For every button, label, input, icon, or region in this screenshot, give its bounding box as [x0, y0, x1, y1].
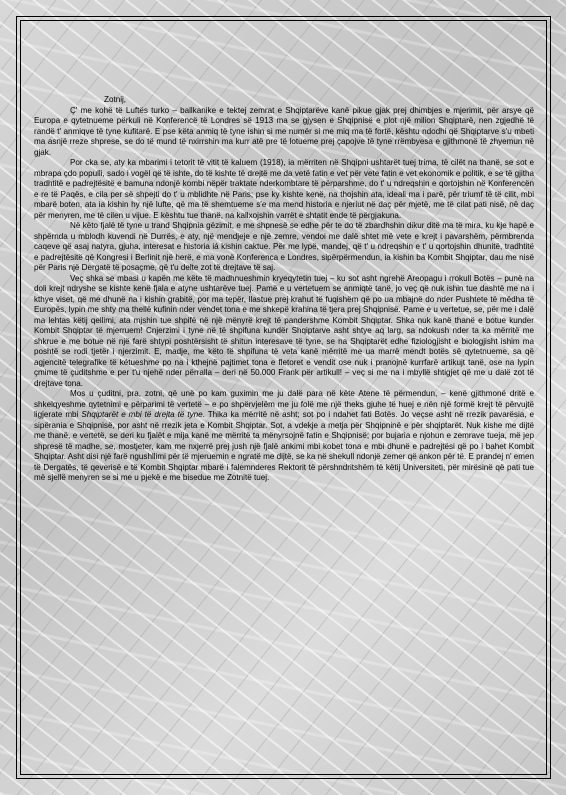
paragraph-text: Veç shka se mbasi u kapën me këte të madhnueshmin kryeqytetin tuej – ku sot asht ngrehë Areopagu i rrokull Botës – punë na doli krejt ndryshe se kishte kenë fjala e atyne ushtarëve tuej. Pamë e u vertetuem se anmiqtë tanë, jo veç që nuk ishin tue dashtë me na i kthye viset, që me dhunë na i kishin grabitë, por ma tepër, llastue prej krahut të fuqishëm që po ua mbajnë do nder Pushtete të mëdha të Europës, lypin me shty ma thellë kufinin nder vendet tona e me shkepë krahina të tjera prej Shqipnisë. Pame e u vertetue, se, për me i dalë ma lehtas këtij qellimi, ata mjshin tue shpifë në një mënyrë krejt të pandershme Kombit Shqiptar. Shka nuk kanë thanë e botue kunder Kombit Shqiptar të mjerruem! Cnjerzimi i tyne në të shpifuna kundër Shqiptarve asht shtye aq larg, sa ndokush nder ta ka mërritë me shkrue e me botue në një farë shtypi poshtërsisht të shitun interesave të tyne, se na Shqiptarët edhe fiziologjisht e biologjisht ishim ma poshtë se rodi tjetër i njerzimit. E, madje, me këto të shpifuna të veta kanë mërritë me ua marrë mendt botës së qytetnueme, sa që agjencitë telegrafike të kétueshme po na i kthejnë pajtimet tona e fletoret e vendit ose nuk i pranojnë kurrfarë artikujt tanë, ose na lypin çmime të çuditshme e per t'u njehë nder përralla – deri në 50.000 Frank për artikull! – veç si me na i mbyllë shtigjet që me u dalë zot të drejtave tona.: [34, 273, 534, 388]
paragraph: [34, 158, 534, 221]
paragraph-text: Mos u çuditni, pra, zotni, që unë po kam guximin me ju dalë para në këte Atene të përmendun, – kenë gjithmonë dritë e shkelqyeshme qytetnimi e përparimi të vertetë – e po shpërvjelëm me ju folë me një theks gjuhe të huej e nën një formë krejt të përvujtë ligjerate mbi: [34, 389, 534, 419]
paragraph: [34, 221, 534, 274]
italic-phrase: Shqiptarët e mbi të drejta të tyne: [81, 410, 203, 419]
paragraph: [34, 274, 534, 390]
paragraph-text: Ç' me kohë të Luftës turko – ballkanike e tektej zemrat e Shqiptarëve kanë pikue gjak prej dhimbjes e mjerimit, për arsye që Europa e qytetnueme përkuli në Konferencë të Londres së 1913 ma se gjysen e Shqipnisë e plot një milion Shqiptarë, nen zgjedhë të randë t' anmiqve të tyne kufitarë. E pse këta anmiq të tyne ishin si me numër si me miq ma të fortë, kështu ndodhi që Shqiptarve s'u mbeti ma asnjë rreze shprese, se do të mund të nxirrshin ma kurr atë pre të lotueme prej çapojve të tyne rrëmbyesa e gjithmonë të zhyemun në gjak.: [34, 105, 534, 157]
paragraph-text: Në këto fjalë të tyne u trand Shqipnia gëzimit, e me shpnesë se edhe për te do të zbardhshin dikur ditë ma të mira, ku kje hapë e shpërnda u mblodh kuvendi në Durrës, e aty, një mendjeje e një zemre, vendoi me dalë shtet më vete e krejt i pavarshëm, përmbrenda caqeve që asaj natyra, gjuha, interesat e historia iá kishin caktue. Për me lypë, mandej, që t' u ndreqshin e t' u qortojshin dhunitë, tradhtitë e padrejtësitë që Kongresi i Berlinit një herë, e ma vonë Konferenca e Londres, sipërpërmendun, ia kishin ba Kombit Shqiptar, dau me nisë për Paris një Dergatë të posaçme, që t'u delte zot të drejtave të saj.: [34, 221, 534, 272]
salutation: Zotnij,: [104, 95, 127, 104]
paragraph-text: . Thika ka mërritë në asht; sot po i ndahet fati Botës. Jo veçse asht në rrezik pavarësia, e sipërania e Shqipnisë, por asht në rrezik jeta e Kombit Shqiptar. Sot, a vdekje a metja për Shqipninë e për shqiptarët. Nuk kishe me dijtë me thanë, e vertetë, se deri ku fjalët e mija kanë me mërritë ta mënyrsojnë fatin e Shqipnisë; por bujaria e njohun e zemrave tueja, më jep shpresë të madhe, se, mostjeter, kam me nxjerrë prej jush një fjalë ankimi mbi kobet tona e mbi dhunë e padrejtësi që po i bahet Kombit Shqiptar. Asht disi një farë ngushllimi për të mjeruemin e ngratë me dijtë, se ka në shekull ndonjë zemer që ankon për të. E prandej n' emen të Dergatës, të qeverisë e të Kombit Shqiptar mbarë i falemnderes Rektorit të përshndritshëm të këtij Universiteti, për mirësinë që pati tue më sjellë menyren se si me u pjekë e me bisedue me Zotnitë tuej.: [34, 410, 534, 482]
paragraph: [34, 389, 534, 484]
paragraph-text: Por cka se, aty ka mbarimi i tetorit të vitit të kaluem (1918), ia mërriten në Shqipni ushtarët tuej trima, të cilët na thanë, se sot e mbrapa çdo populli, sado i vogël që të ishte, do të kishte të drejtë me da vetë fatin e vet për vete fatin e vet ekonomik e politik, e se të gjitha tradhtitë e padrejtësitë e bamuna ndonjë kombi nëpër traktate nderkombtare të përparshme, do t' u ndreqshin e qortojshin në Konferencën e re të Paqës, e cila per së shpejti do t' u mblidhte në Paris; pse ky kishte kenë, na thojshin ata, ideali ma i parë, për triumf të të cilit, mbi mbarë boten, ata ia kishin hy një lufte, që ma të shemtueme s'e ma mend historia e njeriut në daç për mjetë, me të cilat pati nisë, në daç për menyren, me të cilen u vijue. E kështu tue thanë, na kallxojshin varrët e shtatit ende të përgjakuna.: [34, 158, 534, 220]
paragraph: [34, 106, 534, 159]
letter-body: [34, 95, 534, 484]
